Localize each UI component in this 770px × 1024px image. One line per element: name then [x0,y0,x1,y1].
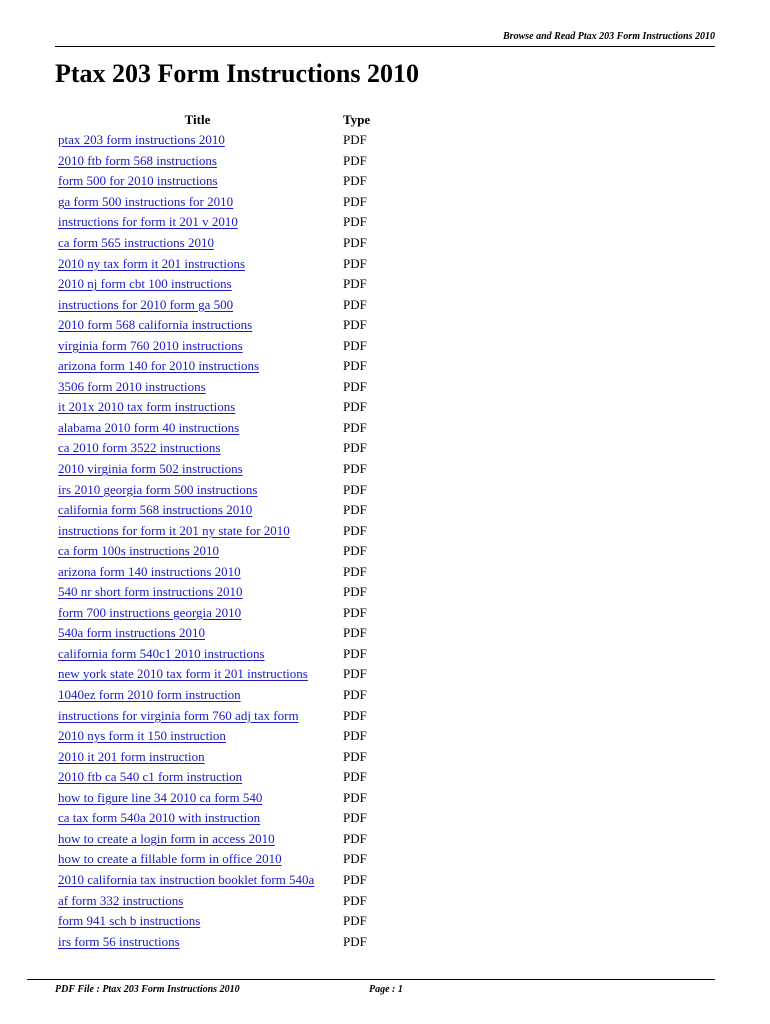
title-cell [55,644,340,665]
document-link[interactable]: 2010 ftb ca 540 c1 form instruction [58,769,243,785]
file-type-cell: PDF [343,193,367,209]
document-link[interactable]: ca form 100s instructions 2010 [58,543,220,559]
table-row [55,520,370,541]
file-type-cell: PDF [343,152,367,168]
file-type-cell: PDF [343,645,367,661]
table-row [55,192,370,213]
document-link[interactable]: 2010 nj form cbt 100 instructions [58,276,232,292]
file-type-cell: PDF [343,687,367,703]
table-body [55,130,370,952]
title-cell [55,418,340,439]
table-row [55,603,370,624]
table-row [55,479,370,500]
file-type-cell: PDF [343,913,367,929]
file-type-cell: PDF [343,502,367,518]
file-type-cell: PDF [343,666,367,682]
file-type-cell: PDF [343,604,367,620]
file-type-cell: PDF [343,419,367,435]
title-cell [55,623,340,644]
document-link[interactable]: 2010 nys form it 150 instruction [58,728,226,744]
table-row [55,130,370,151]
file-type-cell: PDF [343,851,367,867]
table-row [55,746,370,767]
document-link[interactable]: instructions for form it 201 v 2010 [58,214,238,230]
document-link[interactable]: form 500 for 2010 instructions [58,173,218,189]
document-link[interactable]: arizona form 140 instructions 2010 [58,563,241,579]
document-link[interactable]: it 201x 2010 tax form instructions [58,399,236,415]
title-cell [55,931,340,952]
table-row [55,377,370,398]
file-type-cell: PDF [343,707,367,723]
title-cell [55,459,340,480]
table-row [55,664,370,685]
table-row [55,685,370,706]
document-link[interactable]: instructions for virginia form 760 adj tax form [58,707,299,723]
title-cell [55,315,340,336]
table-row [55,582,370,603]
title-cell [55,890,340,911]
document-link[interactable]: 2010 virginia form 502 instructions [58,461,243,477]
file-type-cell: PDF [343,522,367,538]
footer-page-label: Page : 1 [369,984,403,995]
file-type-cell: PDF [343,810,367,826]
document-link[interactable]: ptax 203 form instructions 2010 [58,132,225,148]
table-row [55,233,370,254]
file-type-cell: PDF [343,337,367,353]
title-cell [55,829,340,850]
table-row [55,335,370,356]
table-header-row [55,110,370,130]
file-type-cell: PDF [343,789,367,805]
title-cell [55,335,340,356]
document-link[interactable]: 2010 california tax instruction booklet form 540a [58,871,315,887]
table-row [55,705,370,726]
title-cell [55,582,340,603]
document-title: Ptax 203 Form Instructions 2010 [55,59,419,88]
title-cell [55,438,340,459]
title-cell [55,541,340,562]
file-type-cell: PDF [343,317,367,333]
title-cell [55,192,340,213]
file-type-cell: PDF [343,358,367,374]
file-type-cell: PDF [343,255,367,271]
file-type-cell: PDF [343,296,367,312]
table-row [55,315,370,336]
document-link[interactable]: 540a form instructions 2010 [58,625,205,641]
document-link[interactable]: form 700 instructions georgia 2010 [58,604,242,620]
file-type-cell: PDF [343,892,367,908]
file-type-cell: PDF [343,933,367,949]
table-row [55,849,370,870]
document-link[interactable]: how to create a login form in access 2010 [58,830,275,846]
title-cell [55,274,340,295]
title-cell [55,664,340,685]
table-row [55,356,370,377]
document-link[interactable]: new york state 2010 tax form it 201 instructions [58,666,308,682]
table-row [55,171,370,192]
table-row [55,870,370,891]
file-type-cell: PDF [343,625,367,641]
file-type-cell: PDF [343,276,367,292]
file-type-cell: PDF [343,235,367,250]
table-row [55,931,370,952]
table-row [55,294,370,315]
header-divider [55,46,715,47]
document-link[interactable]: 540 nr short form instructions 2010 [58,584,243,600]
title-cell [55,479,340,500]
table-row [55,151,370,172]
title-cell [55,171,340,192]
title-cell [55,520,340,541]
title-cell [55,253,340,274]
document-link[interactable]: af form 332 instructions [58,892,184,908]
file-type-cell: PDF [343,830,367,846]
title-cell [55,397,340,418]
table-row [55,212,370,233]
title-cell [55,767,340,788]
table-row [55,623,370,644]
title-cell [55,356,340,377]
table-row [55,890,370,911]
table-row [55,500,370,521]
document-link[interactable]: 3506 form 2010 instructions [58,378,206,394]
document-link[interactable]: instructions for 2010 form ga 500 [58,296,234,312]
document-link[interactable]: ga form 500 instructions for 2010 [58,193,234,209]
document-link[interactable]: how to figure line 34 2010 ca form 540 [58,789,263,805]
file-type-cell: PDF [343,481,367,497]
document-link[interactable]: 1040ez form 2010 form instruction [58,687,241,703]
table-row [55,767,370,788]
title-cell [55,870,340,891]
title-cell [55,294,340,315]
table-row [55,726,370,747]
title-cell [55,500,340,521]
table-row [55,541,370,562]
title-cell [55,849,340,870]
document-link[interactable]: arizona form 140 for 2010 instructions [58,358,260,374]
title-cell [55,911,340,932]
file-type-cell: PDF [343,378,367,394]
title-cell [55,212,340,233]
table-row [55,788,370,809]
title-cell [55,685,340,706]
table-row [55,438,370,459]
table-row [55,418,370,439]
title-cell [55,561,340,582]
title-cell [55,808,340,829]
table-row [55,644,370,665]
file-type-cell: PDF [343,543,367,559]
document-link[interactable]: alabama 2010 form 40 instructions [58,419,240,435]
table-row [55,561,370,582]
title-cell [55,151,340,172]
file-type-cell: PDF [343,399,367,415]
table-row [55,829,370,850]
title-cell [55,130,340,151]
document-link[interactable]: california form 568 instructions 2010 [58,502,253,518]
column-header-title: Title [184,112,211,127]
document-link[interactable]: irs form 56 instructions [58,933,180,949]
table-row [55,397,370,418]
file-type-cell: PDF [343,173,367,189]
document-link[interactable]: form 941 sch b instructions [58,913,201,929]
title-cell [55,726,340,747]
document-link[interactable]: 2010 form 568 california instructions [58,317,253,333]
table-row [55,911,370,932]
file-type-cell: PDF [343,871,367,887]
file-type-cell: PDF [343,214,367,230]
file-type-cell: PDF [343,584,367,600]
table-row [55,459,370,480]
table-row [55,274,370,295]
file-type-cell: PDF [343,769,367,785]
table-row [55,253,370,274]
document-link[interactable]: instructions for form it 201 ny state for 2010 [58,522,290,538]
running-header: Browse and Read Ptax 203 Form Instructions 2010 [503,31,715,42]
title-cell [55,788,340,809]
title-cell [55,746,340,767]
file-type-cell: PDF [343,728,367,744]
title-cell [55,705,340,726]
document-link[interactable]: virginia form 760 2010 instructions [58,337,243,353]
document-link[interactable]: ca tax form 540a 2010 with instruction [58,810,261,826]
document-link[interactable]: ca form 565 instructions 2010 [58,235,214,250]
title-cell [55,233,340,254]
column-header-type: Type [343,112,371,127]
footer-divider [27,979,715,980]
document-link[interactable]: 2010 ny tax form it 201 instructions [58,255,246,271]
file-type-cell: PDF [343,132,367,148]
file-type-cell: PDF [343,461,367,477]
document-link[interactable]: ca 2010 form 3522 instructions [58,440,221,456]
title-cell [55,377,340,398]
footer-file-label: PDF File : Ptax 203 Form Instructions 2010 [55,984,240,995]
document-link[interactable]: 2010 ftb form 568 instructions [58,152,217,168]
document-link[interactable]: how to create a fillable form in office 2010 [58,851,282,867]
document-link[interactable]: 2010 it 201 form instruction [58,748,205,764]
table-row [55,808,370,829]
file-type-cell: PDF [343,748,367,764]
title-cell [55,603,340,624]
file-type-cell: PDF [343,563,367,579]
document-listing-table [55,110,370,952]
file-type-cell: PDF [343,440,367,456]
document-link[interactable]: irs 2010 georgia form 500 instructions [58,481,258,497]
document-link[interactable]: california form 540c1 2010 instructions [58,645,265,661]
